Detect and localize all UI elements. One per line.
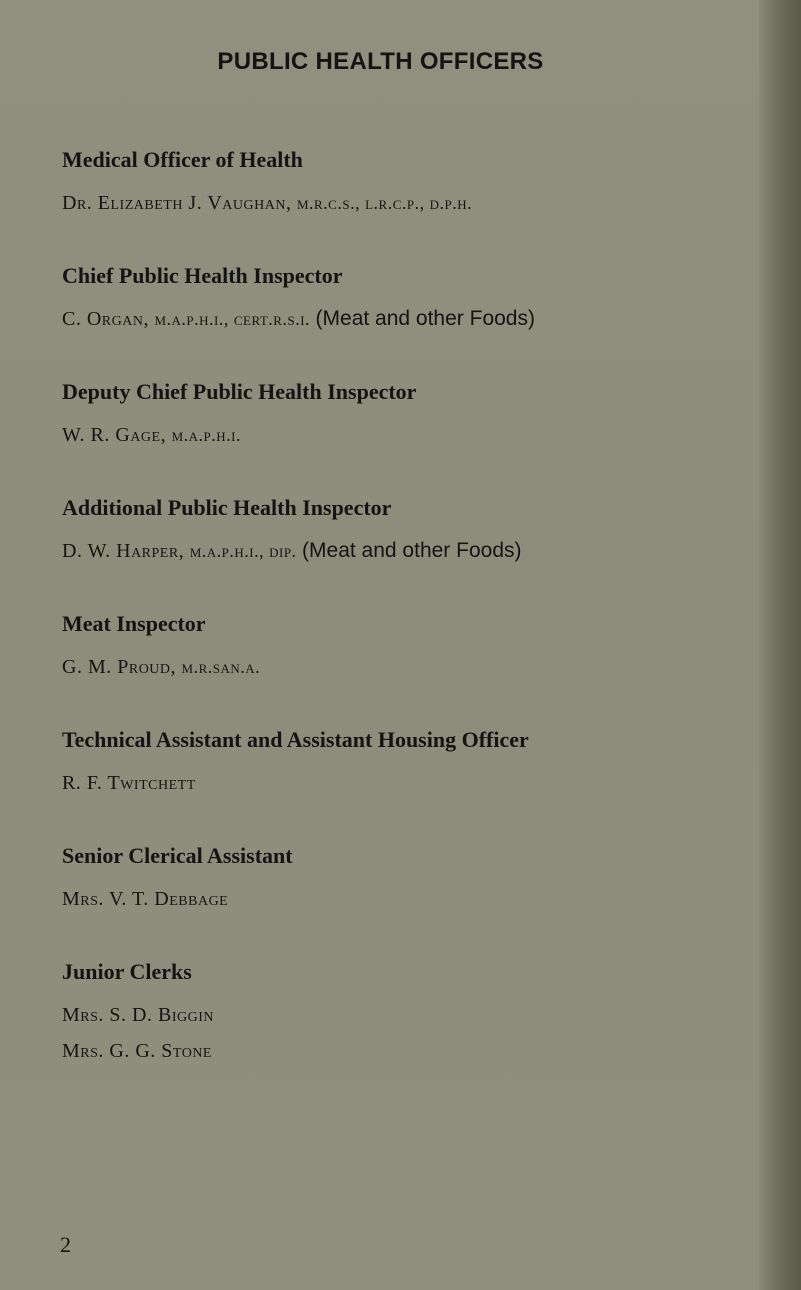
staff-entry: [62, 536, 752, 566]
staff-entry: [62, 420, 752, 450]
staff-name: C. Organ,: [62, 308, 149, 330]
staff-qualifications: m.r.c.s., l.r.c.p., d.p.h.: [296, 193, 473, 213]
section-heading: Additional Public Health Inspector: [62, 495, 392, 520]
section-chief-inspector: [62, 262, 752, 334]
section-heading: Medical Officer of Health: [62, 147, 303, 172]
staff-note: (Meat and other Foods): [315, 307, 535, 330]
staff-name: Mrs. V. T. Debbage: [62, 888, 229, 910]
staff-qualifications: m.a.p.h.i., dip.: [189, 541, 297, 561]
staff-name: Mrs. S. D. Biggin: [62, 1004, 214, 1026]
section-technical-assistant: [62, 726, 752, 798]
staff-name: R. F. Twitchett: [62, 772, 196, 794]
staff-note: (Meat and other Foods): [302, 539, 522, 562]
staff-entry: [62, 1036, 752, 1066]
section-additional-inspector: [62, 494, 752, 566]
staff-entry: [62, 768, 752, 798]
staff-name: Dr. Elizabeth J. Vaughan,: [62, 192, 292, 214]
staff-qualifications: m.a.p.h.i., cert.r.s.i.: [154, 309, 311, 329]
staff-name: G. M. Proud,: [62, 656, 177, 678]
section-heading: Senior Clerical Assistant: [62, 843, 293, 868]
section-junior-clerks: [62, 958, 752, 1066]
staff-entry: [62, 652, 752, 682]
section-meat-inspector: [62, 610, 752, 682]
staff-entry: [62, 188, 752, 218]
staff-name: Mrs. G. G. Stone: [62, 1040, 212, 1062]
section-heading: Deputy Chief Public Health Inspector: [62, 379, 417, 404]
staff-name: D. W. Harper,: [62, 540, 185, 562]
staff-qualifications: m.r.san.a.: [181, 657, 261, 677]
page-title: PUBLIC HEALTH OFFICERS: [217, 48, 544, 75]
page-edge-shadow: [759, 0, 801, 1290]
staff-qualifications: m.a.p.h.i.: [171, 425, 242, 445]
page-number: 2: [60, 1232, 71, 1257]
section-medical-officer: [62, 146, 752, 218]
staff-entry: [62, 304, 752, 334]
section-deputy-chief-inspector: [62, 378, 752, 450]
section-senior-clerical: [62, 842, 752, 914]
section-heading: Junior Clerks: [62, 959, 192, 984]
staff-entry: [62, 1000, 752, 1030]
staff-name: W. R. Gage,: [62, 424, 167, 446]
section-heading: Technical Assistant and Assistant Housing Officer: [62, 727, 529, 752]
section-heading: Meat Inspector: [62, 611, 206, 636]
section-heading: Chief Public Health Inspector: [62, 263, 343, 288]
staff-entry: [62, 884, 752, 914]
